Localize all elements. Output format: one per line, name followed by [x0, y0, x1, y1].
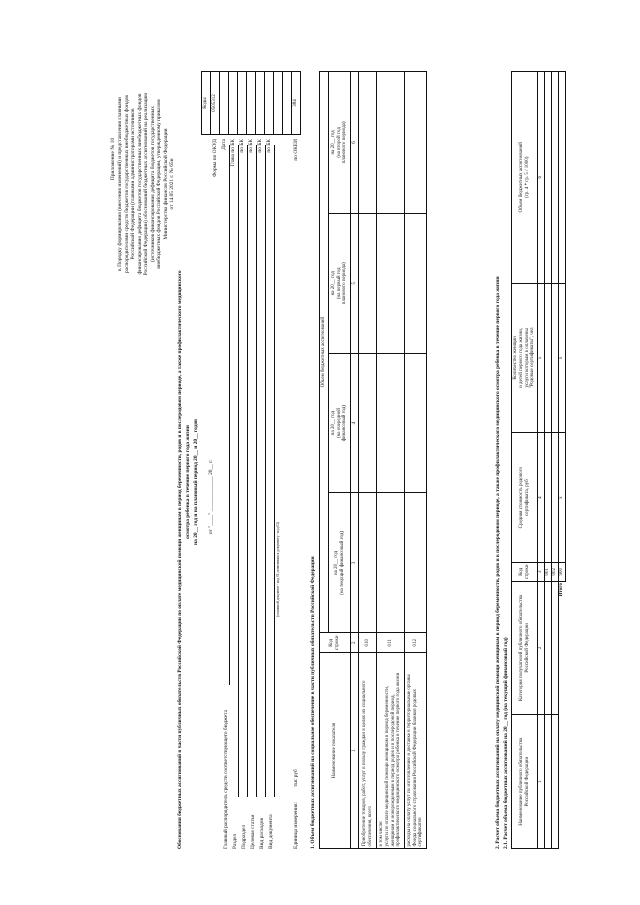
col-number: 1 [538, 715, 545, 849]
field-label: Раздел [232, 833, 238, 849]
code-row-label: по БК [257, 139, 263, 153]
x-mark: х [559, 283, 566, 433]
col-number: 2 [351, 633, 359, 653]
value-cell [405, 213, 427, 353]
table-row [545, 72, 552, 849]
appendix-line: Министерства финансов Российской Федерации [162, 128, 169, 240]
col-header-volume: Объем бюджетных ассигнований (гр. 4 * гр. 5 / 1000) [512, 72, 538, 284]
appendix-line: внебюджетных фондов Российской Федерации, утвержденному приказом [156, 99, 162, 269]
row-code: 012 [405, 633, 427, 653]
row-name: в том числе: услуги по оплате медицинской помощи женщинам в период беременности, женщинам и новорожденным в период родов и в послеродовой период, профилактического медицинского осмотра ребенка в течение первого года жизни [377, 653, 405, 849]
code-row-label: по БК [248, 139, 254, 153]
field-underline [247, 145, 248, 797]
col-number: 3 [351, 493, 359, 633]
table-row [405, 72, 427, 849]
col-header-group: Объем бюджетных ассигнований [320, 72, 329, 633]
appendix-line: финансирования дефицита бюджетов государственных внебюджетных фондов [136, 93, 143, 275]
value-cell [377, 493, 405, 633]
col-number: 2 [538, 581, 545, 715]
code-row-label: Дата [221, 139, 227, 150]
code-cell-bk-4 [265, 72, 274, 135]
form-code: 0505312 [211, 72, 220, 135]
col-number: 3 [538, 562, 545, 581]
value-cell [545, 283, 552, 433]
field-label: Подраздел [241, 824, 247, 849]
document-title-line-3: на 20__ год и на плановый период 20__ и 20__ годов [193, 419, 199, 545]
col-number: 4 [351, 353, 359, 493]
col-header-obligation: Наименование публичного обязательства Российской Федерации [512, 715, 538, 849]
col-header-code: Код строки [320, 633, 351, 653]
value-cell [545, 72, 552, 284]
value-cell [552, 433, 559, 563]
row-code: 010 [359, 633, 377, 653]
document-title: Обоснования бюджетных ассигнований в части публичных обязательств Российской Федерации по оплате медицинской помощи женщинам в период беременности, родов и в послеродовом периоде, а также профилактического медицинского [177, 270, 183, 849]
col-header-category: Категория получателей публичного обязательства Российской Федерации [512, 581, 538, 715]
row-code: 001 [545, 562, 552, 581]
unit-value: тыс руб [293, 769, 299, 787]
appendix-line: распорядителями средств бюджетов государственных внебюджетных фондов [123, 95, 130, 273]
col-number: 1 [351, 653, 359, 849]
value-cell [545, 433, 552, 563]
code-row-label: Глава по БК [230, 139, 236, 167]
unit-label: Единица измерения: [293, 802, 299, 849]
col-header-name: Наименование показателя [320, 653, 351, 849]
field-underline [256, 145, 257, 797]
value-cell [377, 353, 405, 493]
table-row [377, 72, 405, 849]
value-cell [552, 581, 559, 715]
col-number: 5 [538, 283, 545, 433]
code-row-label: по БК [266, 139, 272, 153]
value-cell [552, 72, 559, 284]
col-header-year-plan-2: на 20__ год (на второй год планового периода) [329, 72, 351, 214]
value-cell [552, 715, 559, 849]
section-1-title: 1. Объем бюджетных ассигнований на социальное обеспечение в части публичных обязательств Российской Федерации [310, 556, 316, 849]
value-cell [359, 353, 377, 493]
col-number: 6 [351, 72, 359, 214]
code-cell-bk-1 [238, 72, 247, 135]
appendix-date: от 14.05 2021 г. № 65н [169, 158, 175, 210]
col-header-year-plan-1: на 20__ год (на первый год планового периода) [329, 213, 351, 353]
col-number: 4 [538, 433, 545, 563]
code-cell-date [220, 72, 229, 135]
value-cell [545, 715, 552, 849]
value-cell [377, 213, 405, 353]
section-2-title: 2. Расчет объема бюджетных ассигнований на оплату медицинской помощи женщинам в период беременности, родов и в послеродовом периоде, а также профилактического медицинского осмотра ребенка в течение первого года жизни [495, 276, 501, 849]
value-cell [405, 353, 427, 493]
okei-code: 384 [292, 72, 301, 135]
value-cell [405, 72, 427, 214]
value-cell [359, 213, 377, 353]
okei-label: по ОКЕИ [293, 139, 299, 161]
appendix-line: к Порядку формирования (внесения изменений) и представления главными [117, 97, 123, 271]
appendix-line: Российской Федерации (главными администраторами источников [130, 108, 136, 260]
section-2-subtitle: 2.1. Расчет объема бюджетных ассигнований на 20__ год (на текущий финансовый год) [503, 637, 509, 849]
section-2-table [511, 71, 566, 849]
row-code: 011 [377, 633, 405, 653]
col-number: 6 [538, 72, 545, 284]
section-1-table [319, 71, 427, 849]
value-cell [359, 493, 377, 633]
value-cell [559, 72, 566, 284]
appendix-line: (источников финансирования дефицита бюджетов государственных [149, 106, 156, 262]
value-cell [377, 72, 405, 214]
field-underline [274, 145, 275, 797]
codes-table [201, 71, 301, 135]
col-header-cost: Средняя стоимость родового сертификата, руб [512, 433, 538, 563]
field-label: Целевая статья [250, 814, 256, 849]
x-mark: х [559, 433, 566, 563]
rotated-content [107, 67, 579, 857]
doc-type-hint: (основной документ - код 01; изменения к документу - код 02) [276, 521, 280, 617]
codes-header: Коды [202, 72, 211, 135]
row-name: расходы на оплату услуг по изготовлению и доставке в территориальные органы Фонда социального страхования Российской Федерации бланков родовых сертификатов [405, 653, 427, 849]
appendix-title: Приложение № 10 [110, 137, 116, 181]
code-cell-spacer-1 [274, 72, 283, 135]
field-label: Вид документа [268, 814, 274, 849]
row-name: Приобретение товаров, работ, услуг в пользу граждан в целях их социального обеспечения, всего [359, 653, 377, 849]
field-label: Главный распорядитель средств соответствующего бюджета [223, 710, 229, 849]
field-label: Вид расходов [259, 818, 265, 849]
code-cell-spacer-2 [283, 72, 292, 135]
document-title-line-2: осмотра ребенка в течение первого года жизни [185, 425, 191, 539]
document-page [107, 67, 579, 857]
col-header-year-current: на 20__ год (на текущий финансовый год) [329, 493, 351, 633]
total-label: Итого [559, 581, 566, 848]
code-row-label: по БК [239, 139, 245, 153]
total-code: 900 [559, 562, 566, 581]
field-underline [238, 145, 239, 797]
value-cell [405, 493, 427, 633]
value-cell [359, 72, 377, 214]
col-header-code: Код строки [512, 562, 538, 581]
table-row [359, 72, 377, 849]
field-underline [265, 145, 266, 797]
col-header-year-next: на 20__ год (на очередной финансовый год) [329, 353, 351, 493]
code-cell-bk-3 [256, 72, 265, 135]
code-cell-bk-2 [247, 72, 256, 135]
col-number: 5 [351, 213, 359, 353]
col-header-count: Количество женщин и детей первого года жизни, услуги которым в оплачены "Родовые сертификаты", чел [512, 283, 538, 433]
field-underline [229, 145, 230, 685]
code-cell-glava [229, 72, 238, 135]
date-line: от "____" _____________ 20__ г. [208, 459, 214, 535]
value-cell [545, 581, 552, 715]
appendix-line: Российской Федерации) обоснований бюджетных ассигнований на реализацию [143, 92, 149, 276]
total-row [559, 72, 566, 849]
row-code: 002 [552, 562, 559, 581]
form-okud-label: Форма по ОКУД [212, 139, 218, 177]
value-cell [552, 283, 559, 433]
table-row [552, 72, 559, 849]
